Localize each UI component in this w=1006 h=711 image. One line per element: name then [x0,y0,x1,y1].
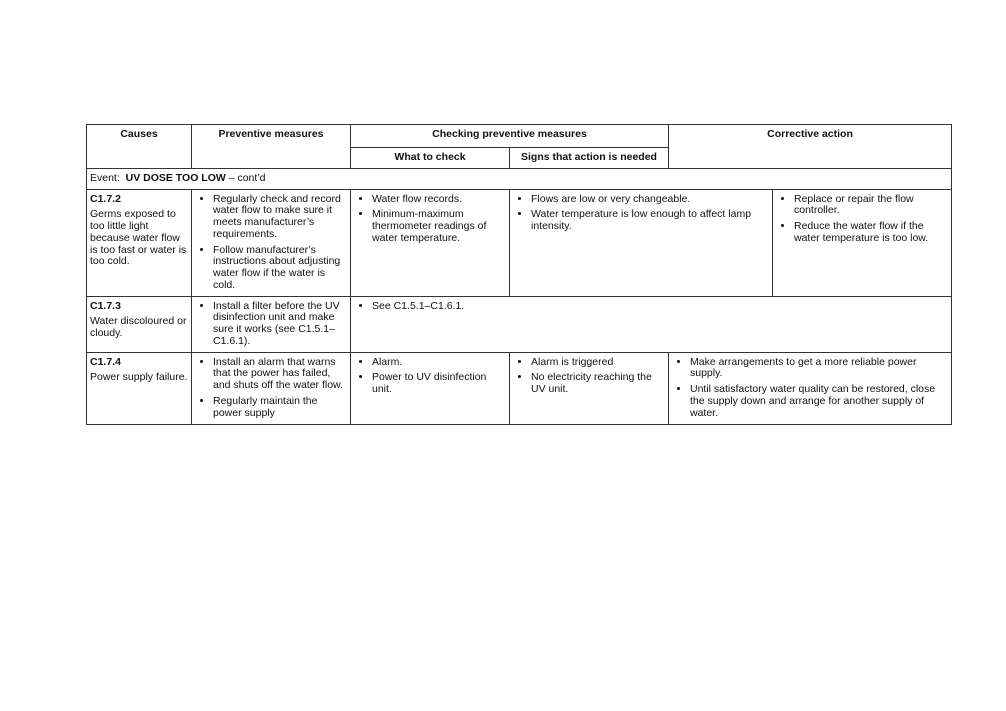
hazard-table-container [86,124,951,425]
cause-cell [87,352,192,424]
list-item: • Reduce the water flow if the water temperature is too low. [794,221,948,245]
header-signs: Signs that action is needed [510,148,669,169]
list-item: • See C1.5.1–C1.6.1. [372,301,948,313]
list-item: • Water temperature is low enough to affect lamp intensity. [531,209,769,233]
preventive-cell [192,352,351,424]
list-item: • Water flow records. [372,194,506,206]
corrective-cell [669,352,952,424]
signs-cell [510,352,669,424]
header-what-to-check: What to check [351,148,510,169]
header-preventive: Preventive measures [192,125,351,169]
list-item: • No electricity reaching the UV unit. [531,372,665,396]
cause-code: C1.7.2 [90,192,121,205]
corrective-cell [773,189,952,296]
hazard-table [86,124,952,425]
list-item: • Make arrangements to get a more reliable power supply. [690,357,948,381]
list-item: • Alarm is triggered [531,357,665,369]
list-item: • Replace or repair the flow controller. [794,194,948,218]
cause-text: Water discoloured or cloudy. [90,315,187,339]
list-item: • Regularly check and record water flow to make sure it meets manufacturer’s requirements. [213,194,347,241]
see-reference-cell [351,296,952,352]
list-item: • Flows are low or very changeable. [531,194,769,206]
preventive-cell [192,296,351,352]
list-item: • Install a filter before the UV disinfection unit and make sure it works (see C1.5.1–C1.6.1). [213,301,347,348]
event-prefix: Event: [90,171,120,184]
table-row [87,352,952,424]
what-to-check-cell [351,189,510,296]
cause-cell [87,296,192,352]
table-row [87,296,952,352]
header-corrective: Corrective action [669,125,952,169]
list-item: • Regularly maintain the power supply [213,396,347,420]
list-item: • Install an alarm that warns that the power has failed, and shuts off the water flow. [213,357,347,392]
cause-code: C1.7.4 [90,355,121,368]
list-item: • Follow manufacturer’s instructions about adjusting water flow if the water is cold. [213,245,347,292]
event-name: UV DOSE TOO LOW [125,171,226,184]
list-item: • Power to UV disinfection unit. [372,372,506,396]
preventive-cell [192,189,351,296]
cause-cell [87,189,192,296]
what-to-check-cell [351,352,510,424]
header-row-1 [87,125,952,148]
header-checking: Checking preventive measures [351,125,669,148]
list-item: • Until satisfactory water quality can be restored, close the supply down and arrange for another supply of water. [690,384,948,419]
header-causes: Causes [87,125,192,169]
cause-text: Germs exposed to too little light because water flow is too fast or water is too cold. [90,208,187,268]
cause-code: C1.7.3 [90,299,121,312]
table-row [87,189,952,296]
event-suffix: – cont’d [225,171,266,184]
event-cell [87,168,952,189]
event-row [87,168,952,189]
list-item: • Alarm. [372,357,506,369]
signs-cell [510,189,773,296]
cause-text: Power supply failure. [90,371,188,384]
list-item: • Minimum-maximum thermometer readings of water temperature. [372,209,506,244]
